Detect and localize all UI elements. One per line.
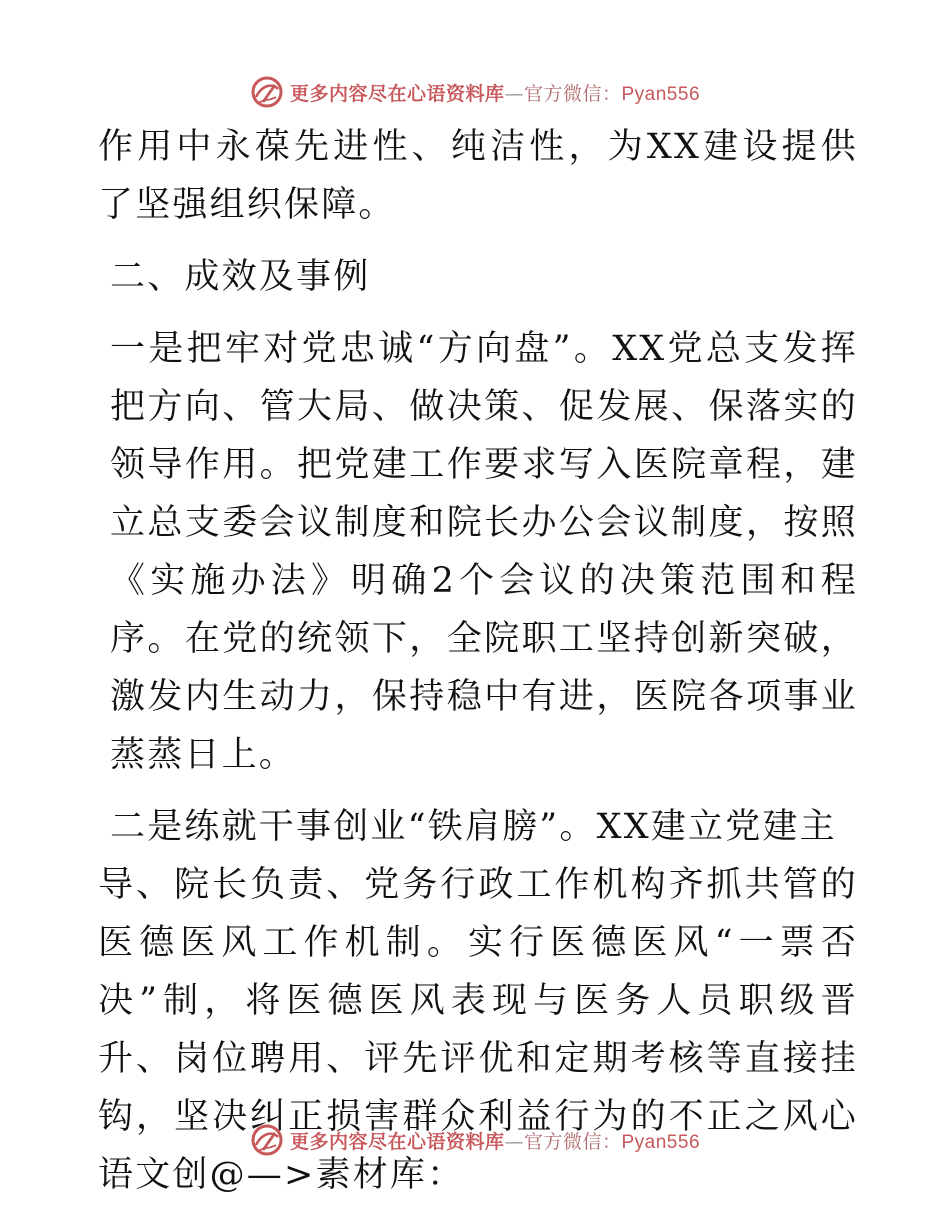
footer-watermark-banner: [0, 1118, 950, 1162]
pen-swirl-logo-icon: [250, 1123, 284, 1157]
paragraph-first-point: 一是把牢对党忠诚“方向盘”。XX党总支发挥把方向、管大局、做决策、促发展、保落实的领导作用。把党建工作要求写入医院章程，建立总支委会议制度和院长办公会议制度，按照《实施办法》明确2个会议的决策范围和程序。在党的统领下，全院职工坚持创新突破，激发内生动力，保持稳中有进，医院各项事业蒸蒸日上。: [110, 329, 858, 775]
section-heading: 二、成效及事例: [110, 257, 371, 297]
paragraph-continuation: 作用中永葆先进性、纯洁性，为XX建设提供了坚强组织保障。: [98, 127, 858, 225]
paragraph-second-point-rest: 导、院长负责、党务行政工作机构齐抓共管的医德医风工作机制。实行医德医风“一票否决”制，将医德医风表现与医务人员职级晋升、岗位聘用、评先评优和定期考核等直接挂钩，坚决纠正损害群众利益行为的不正之风心语文创@—>素材库：: [98, 865, 858, 1195]
footer-banner-wechat-id: Pyan556: [621, 1131, 701, 1153]
footer-banner-wechat-label: 官方微信：: [523, 1130, 622, 1153]
header-banner-text: [290, 79, 700, 106]
pen-swirl-logo-icon: [250, 75, 284, 109]
footer-banner-dash: —: [504, 1130, 524, 1153]
header-watermark-banner: [0, 70, 950, 114]
footer-banner-title: 更多内容尽在心语资料库: [289, 1130, 505, 1153]
paragraph-second-point-line1: 二是练就干事创业“铁肩膀”。XX建立党建主: [110, 807, 837, 847]
footer-banner-text: [290, 1127, 700, 1154]
header-banner-wechat-label: 官方微信：: [523, 82, 622, 105]
header-banner-title: 更多内容尽在心语资料库: [289, 82, 505, 105]
header-banner-dash: —: [504, 82, 524, 105]
header-banner-wechat-id: Pyan556: [621, 83, 701, 105]
document-body: [98, 118, 858, 1204]
